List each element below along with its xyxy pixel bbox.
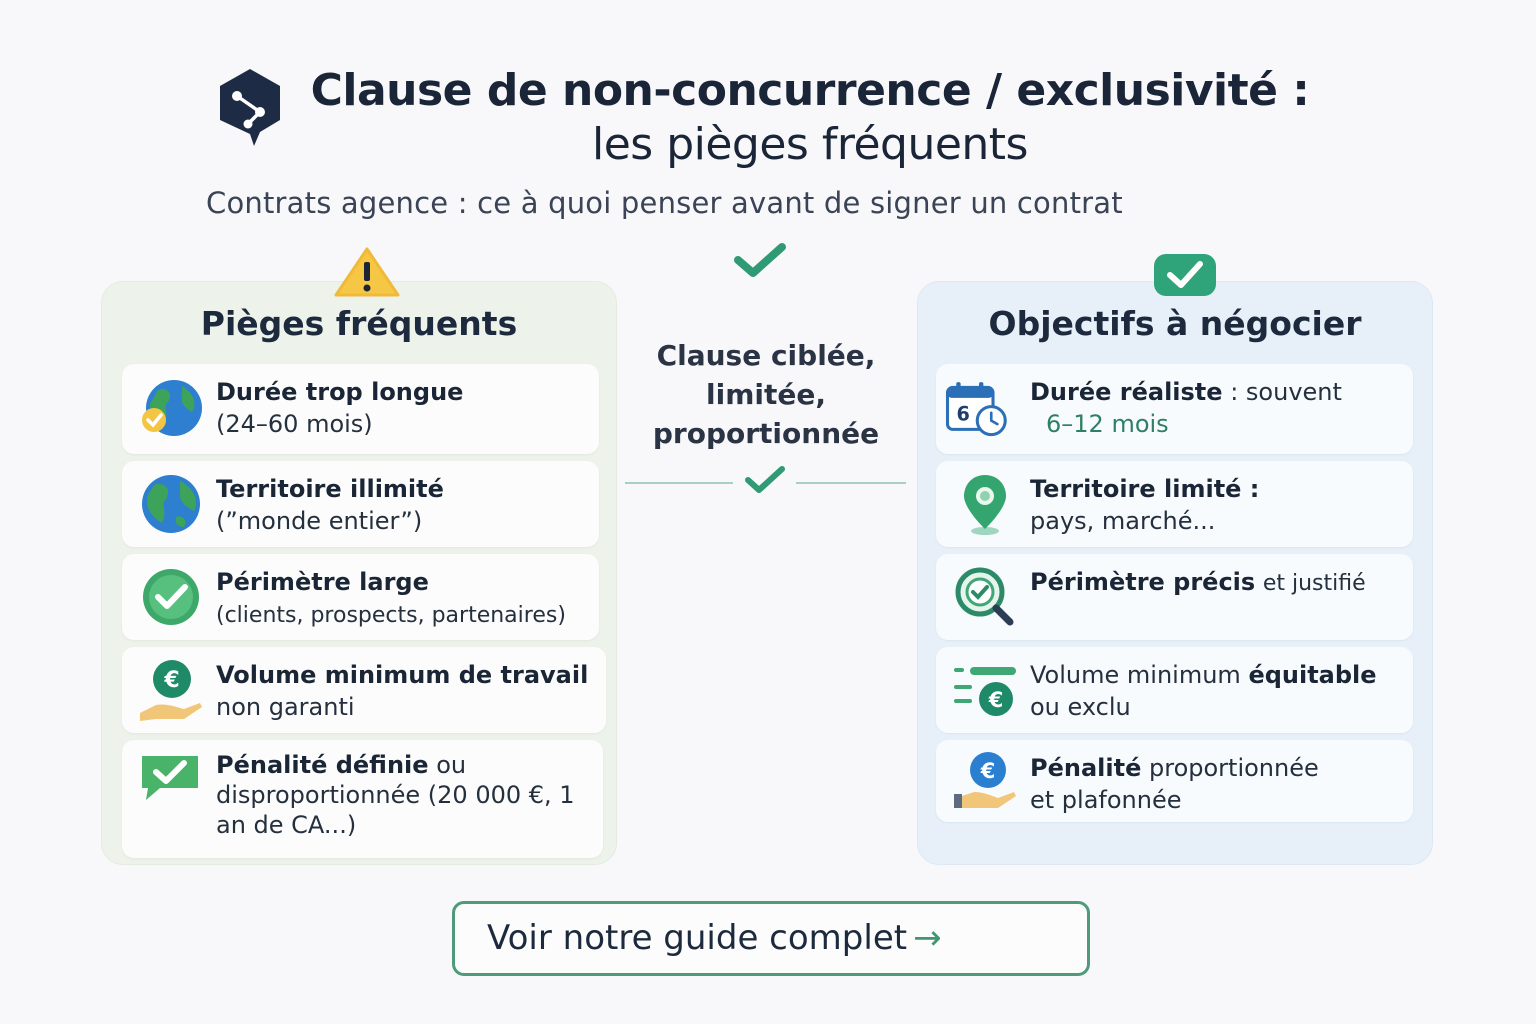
objective-inline: proportionnée (1149, 754, 1319, 782)
pitfall-text (216, 566, 593, 632)
objective-bold: Territoire limité : (1030, 475, 1260, 503)
warning-icon (333, 246, 401, 298)
title-line-1: Clause de non-concurrence / exclusivité : (310, 65, 1310, 116)
svg-text:€: € (164, 668, 180, 693)
objective-detail: ou exclu (1030, 693, 1131, 721)
pitfall-bold: Volume minimum de travail (216, 661, 589, 689)
euro-hand-icon (136, 655, 206, 725)
pitfall-card-volume (122, 647, 606, 733)
divider-line (625, 482, 733, 484)
pitfalls-panel (101, 281, 617, 865)
check-badge-icon (1152, 252, 1218, 298)
pitfall-detail: disproportionnée (20 000 €, 1 an de CA...) (216, 781, 575, 839)
divider-line (796, 482, 906, 484)
pitfall-bold: Pénalité définie (216, 751, 429, 779)
pitfall-bold: Périmètre large (216, 568, 429, 596)
calendar-number: 6 (956, 402, 970, 426)
objective-bold: Périmètre précis (1030, 568, 1256, 596)
check-icon (743, 464, 787, 496)
calendar-clock-icon (944, 376, 1014, 446)
pitfall-detail: (clients, prospects, partenaires) (216, 603, 566, 628)
objective-text (1030, 566, 1407, 600)
globe-check-icon (136, 374, 206, 444)
guide-cta-label: Voir notre guide complet (487, 918, 908, 958)
pitfall-card-scope (122, 554, 599, 640)
pitfalls-panel-title: Pièges fréquents (200, 304, 518, 343)
pitfall-card-duration (122, 364, 599, 454)
objective-inline: : souvent (1230, 378, 1342, 406)
magnifier-check-icon (950, 562, 1020, 632)
page-subtitle: Contrats agence : ce à quoi penser avant de signer un contrat (206, 186, 1123, 220)
objective-card-penalty (936, 740, 1413, 822)
pitfall-text (216, 659, 600, 723)
objective-card-scope (936, 554, 1413, 640)
objective-card-territory (936, 461, 1413, 547)
arrow-right-icon: → (913, 918, 942, 958)
pitfall-detail: (”monde entier”) (216, 507, 423, 535)
objective-bold: équitable (1248, 661, 1377, 689)
svg-text:€: € (980, 759, 996, 783)
pitfall-bold: Territoire illimité (216, 475, 444, 503)
objective-bold: Pénalité (1030, 754, 1142, 782)
center-label-line-3: proportionnée (652, 417, 880, 450)
objective-text (1030, 752, 1407, 816)
globe-icon (136, 469, 206, 539)
objective-pre: Volume minimum (1030, 661, 1241, 689)
check-bubble-icon (136, 746, 206, 816)
pitfall-bold: Durée trop longue (216, 378, 464, 406)
objective-text (1030, 659, 1407, 723)
pitfall-text (216, 473, 593, 537)
guide-cta-button[interactable] (452, 901, 1090, 976)
euro-hand-icon (950, 746, 1020, 816)
objective-detail: 6–12 mois (1046, 410, 1169, 438)
pitfall-text (216, 376, 593, 440)
page-title (290, 64, 1330, 172)
objective-inline: et justifié (1262, 571, 1366, 596)
pitfall-text (216, 750, 597, 840)
check-icon (733, 242, 787, 278)
center-label-line-2: limitée, (706, 378, 826, 411)
objective-bold: Durée réaliste (1030, 378, 1223, 406)
share-bubble-icon (214, 66, 286, 148)
objective-text (1030, 473, 1407, 537)
location-pin-icon (950, 469, 1020, 539)
objectives-panel-title: Objectifs à négocier (988, 304, 1362, 343)
svg-text:€: € (988, 688, 1004, 712)
euro-lines-icon (950, 655, 1020, 725)
objective-detail: et plafonnée (1030, 786, 1182, 814)
objectives-panel (917, 281, 1433, 865)
center-label (626, 336, 906, 453)
pitfall-detail: non garanti (216, 693, 355, 721)
objective-card-duration (936, 364, 1413, 454)
objective-text (1030, 376, 1407, 440)
pitfall-card-territory (122, 461, 599, 547)
center-label-line-1: Clause ciblée, (656, 339, 876, 372)
title-line-2: les pièges fréquents (592, 119, 1028, 170)
objective-card-volume (936, 647, 1413, 733)
pitfall-inline: ou (436, 751, 467, 779)
objective-detail: pays, marché... (1030, 507, 1216, 535)
pitfall-detail: (24–60 mois) (216, 410, 373, 438)
pitfall-card-penalty (122, 740, 603, 858)
check-circle-icon (136, 562, 206, 632)
